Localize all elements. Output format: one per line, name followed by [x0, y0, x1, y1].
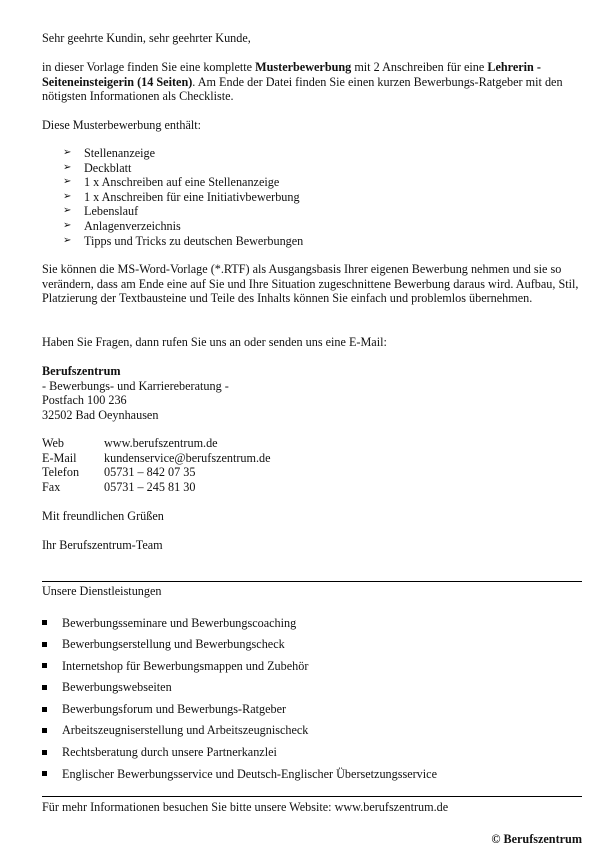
list-item: [42, 634, 437, 656]
fax-number: 05731 – 245 81 30: [104, 479, 196, 494]
phone-number: 05731 – 842 07 35: [104, 465, 196, 480]
footer-text: Für mehr Informationen besuchen Sie bitte unsere Website: www.berufszentrum.de: [42, 800, 449, 814]
list-item-label: Bewerbungserstellung und Bewerbungscheck: [62, 637, 285, 652]
list-item-label: Stellenanzeige: [84, 146, 156, 160]
divider: [42, 581, 582, 582]
intro-text-2: mit 2 Anschreiben für eine: [351, 60, 488, 74]
list-item-label: Anlagenverzeichnis: [84, 218, 181, 233]
contact-label: Fax: [42, 479, 61, 494]
list-item-label: Tipps und Tricks zu deutschen Bewerbungen: [84, 233, 304, 248]
list-item: [42, 677, 437, 699]
arrow-bullet-icon: ➢: [63, 219, 72, 231]
list-item: [63, 234, 303, 249]
contents-heading: Diese Musterbewerbung enthält:: [42, 118, 202, 132]
list-item: [42, 698, 437, 720]
intro-text-1: in dieser Vorlage finden Sie eine komplette: [42, 60, 256, 74]
square-bullet-icon: [42, 750, 47, 755]
square-bullet-icon: [42, 663, 47, 668]
square-bullet-icon: [42, 707, 47, 712]
list-item: [63, 190, 303, 205]
arrow-bullet-icon: ➢: [63, 190, 72, 202]
company-address: [42, 364, 229, 422]
copyright: © Berufszentrum: [491, 832, 582, 846]
list-item-label: Englischer Bewerbungsservice und Deutsch-Englischer Übersetzungsservice: [62, 766, 437, 781]
contact-row-fax: [42, 480, 271, 495]
square-bullet-icon: [42, 620, 47, 625]
contact-table: [42, 436, 271, 494]
arrow-bullet-icon: ➢: [63, 161, 72, 173]
list-item-label: Bewerbungsseminare und Bewerbungscoaching: [62, 615, 297, 630]
contact-row-email: [42, 451, 271, 466]
arrow-bullet-icon: ➢: [63, 205, 72, 217]
services-heading: Unsere Dienstleistungen: [42, 584, 162, 598]
website-link[interactable]: www.berufszentrum.de: [104, 436, 218, 450]
list-item-label: Lebenslauf: [84, 204, 139, 219]
intro-text-3: . Am Ende der Datei finden Sie einen kurzen Bewerbungs-Ratgeber mit den nötigsten Informationen als Checkliste.: [42, 74, 563, 104]
list-item-label: 1 x Anschreiben auf eine Stellenanzeige: [84, 175, 280, 190]
list-item-label: Arbeitszeugniserstellung und Arbeitszeugnischeck: [62, 723, 309, 738]
list-item: [42, 720, 437, 742]
intro-bold-musterbewerbung: Musterbewerbung: [255, 60, 352, 74]
salutation: Sehr geehrte Kundin, sehr geehrter Kunde,: [42, 31, 251, 45]
company-name: Berufszentrum: [42, 364, 121, 378]
contact-label: Web: [42, 436, 65, 450]
contact-row-web: [42, 436, 271, 451]
closing: Mit freundlichen Grüßen: [42, 509, 164, 523]
list-item-label: Rechtsberatung durch unsere Partnerkanzlei: [62, 745, 277, 760]
list-item-label: Bewerbungswebseiten: [62, 680, 172, 695]
company-city: 32502 Bad Oeynhausen: [42, 407, 159, 422]
list-item-label: 1 x Anschreiben für eine Initiativbewerbung: [84, 189, 300, 204]
list-item: [63, 146, 303, 161]
square-bullet-icon: [42, 642, 47, 647]
list-item-label: Bewerbungsforum und Bewerbungs-Ratgeber: [62, 701, 287, 716]
list-item-label: Internetshop für Bewerbungsmappen und Zubehör: [62, 658, 309, 673]
usage-paragraph: Sie können die MS-Word-Vorlage (*.RTF) als Ausgangsbasis Ihrer eigenen Bewerbung nehmen und sie so verändern, dass am Ende eine auf Sie und Ihre Situation zugeschnittene Bewerbung daraus wird. Aufbau, Stil, Platzierung der Textbausteine und Teile des Inhalts können Sie einfach und problemlos übernehmen.: [42, 262, 579, 306]
list-item: [42, 742, 437, 764]
arrow-bullet-icon: ➢: [63, 176, 72, 188]
divider: [42, 796, 582, 797]
contact-row-phone: [42, 465, 271, 480]
list-item: [42, 763, 437, 785]
services-list: [42, 612, 437, 785]
square-bullet-icon: [42, 685, 47, 690]
questions-paragraph: Haben Sie Fragen, dann rufen Sie uns an oder senden uns eine E-Mail:: [42, 335, 387, 349]
square-bullet-icon: [42, 771, 47, 776]
list-item-label: Deckblatt: [84, 160, 132, 175]
contents-list: [63, 146, 303, 248]
contact-label: Telefon: [42, 465, 80, 480]
arrow-bullet-icon: ➢: [63, 147, 72, 158]
intro-bold-position: Lehrerin - Seiteneinsteigerin (14 Seiten): [42, 60, 541, 89]
list-item: [63, 161, 303, 176]
list-item: [63, 219, 303, 234]
list-item: [63, 175, 303, 190]
list-item: [63, 204, 303, 219]
list-item: [42, 612, 437, 634]
company-postbox: Postfach 100 236: [42, 393, 127, 408]
signature: Ihr Berufszentrum-Team: [42, 538, 163, 552]
list-item: [42, 655, 437, 677]
arrow-bullet-icon: ➢: [63, 234, 72, 246]
company-tagline: - Bewerbungs- und Karriereberatung -: [42, 378, 229, 393]
square-bullet-icon: [42, 728, 47, 733]
email-link[interactable]: kundenservice@berufszentrum.de: [104, 450, 271, 465]
contact-label: E-Mail: [42, 450, 77, 465]
intro-paragraph: [42, 60, 584, 104]
